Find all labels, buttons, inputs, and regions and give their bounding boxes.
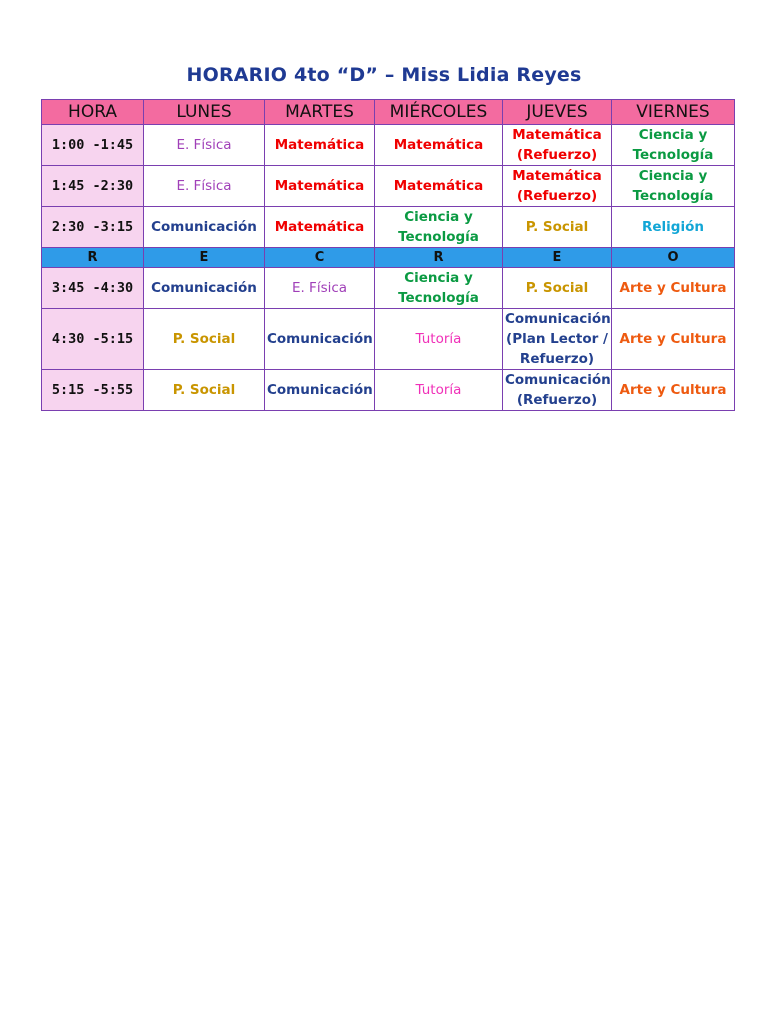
subject-cell: P. Social bbox=[144, 370, 265, 411]
subject-cell: Tutoría bbox=[375, 309, 503, 370]
subject-cell: Comunicación bbox=[144, 268, 265, 309]
subject-cell: P. Social bbox=[144, 309, 265, 370]
subject-cell: Comunicación bbox=[265, 370, 375, 411]
recreo-letter: C bbox=[265, 248, 375, 268]
subject-cell: Matemática bbox=[265, 125, 375, 166]
page-title: HORARIO 4to “D” – Miss Lidia Reyes bbox=[186, 64, 582, 86]
subject-cell: Ciencia y Tecnología bbox=[612, 125, 735, 166]
time-cell: 2:30 -3:15 bbox=[42, 207, 144, 248]
recreo-letter: R bbox=[375, 248, 503, 268]
subject-cell: Ciencia y Tecnología bbox=[375, 207, 503, 248]
subject-cell: Arte y Cultura bbox=[612, 268, 735, 309]
time-cell: 1:45 -2:30 bbox=[42, 166, 144, 207]
subject-cell: Comunicación (Refuerzo) bbox=[503, 370, 612, 411]
subject-cell: E. Física bbox=[144, 166, 265, 207]
header-miercoles: MIÉRCOLES bbox=[375, 100, 503, 125]
table-row bbox=[42, 370, 735, 411]
subject-cell: Ciencia y Tecnología bbox=[375, 268, 503, 309]
subject-cell: Matemática bbox=[375, 166, 503, 207]
subject-cell: Religión bbox=[612, 207, 735, 248]
recreo-letter: E bbox=[503, 248, 612, 268]
subject-cell: E. Física bbox=[265, 268, 375, 309]
subject-cell: E. Física bbox=[144, 125, 265, 166]
time-cell: 1:00 -1:45 bbox=[42, 125, 144, 166]
subject-cell: P. Social bbox=[503, 268, 612, 309]
time-cell: 3:45 -4:30 bbox=[42, 268, 144, 309]
subject-cell: Matemática (Refuerzo) bbox=[503, 125, 612, 166]
recreo-row bbox=[42, 248, 735, 268]
schedule-table bbox=[41, 99, 735, 411]
subject-cell: Ciencia y Tecnología bbox=[612, 166, 735, 207]
table-row bbox=[42, 207, 735, 248]
table-row bbox=[42, 166, 735, 207]
recreo-letter: R bbox=[42, 248, 144, 268]
subject-cell: P. Social bbox=[503, 207, 612, 248]
table-row bbox=[42, 268, 735, 309]
subject-cell: Comunicación (Plan Lector / Refuerzo) bbox=[503, 309, 612, 370]
subject-cell: Comunicación bbox=[265, 309, 375, 370]
subject-cell: Arte y Cultura bbox=[612, 370, 735, 411]
subject-cell: Comunicación bbox=[144, 207, 265, 248]
subject-cell: Matemática (Refuerzo) bbox=[503, 166, 612, 207]
recreo-letter: E bbox=[144, 248, 265, 268]
header-jueves: JUEVES bbox=[503, 100, 612, 125]
table-row bbox=[42, 309, 735, 370]
time-cell: 5:15 -5:55 bbox=[42, 370, 144, 411]
subject-cell: Tutoría bbox=[375, 370, 503, 411]
subject-cell: Matemática bbox=[265, 166, 375, 207]
table-row bbox=[42, 125, 735, 166]
header-martes: MARTES bbox=[265, 100, 375, 125]
subject-cell: Matemática bbox=[265, 207, 375, 248]
subject-cell: Matemática bbox=[375, 125, 503, 166]
time-cell: 4:30 -5:15 bbox=[42, 309, 144, 370]
header-row bbox=[42, 100, 735, 125]
subject-cell: Arte y Cultura bbox=[612, 309, 735, 370]
header-hora: HORA bbox=[42, 100, 144, 125]
recreo-letter: O bbox=[612, 248, 735, 268]
header-lunes: LUNES bbox=[144, 100, 265, 125]
header-viernes: VIERNES bbox=[612, 100, 735, 125]
